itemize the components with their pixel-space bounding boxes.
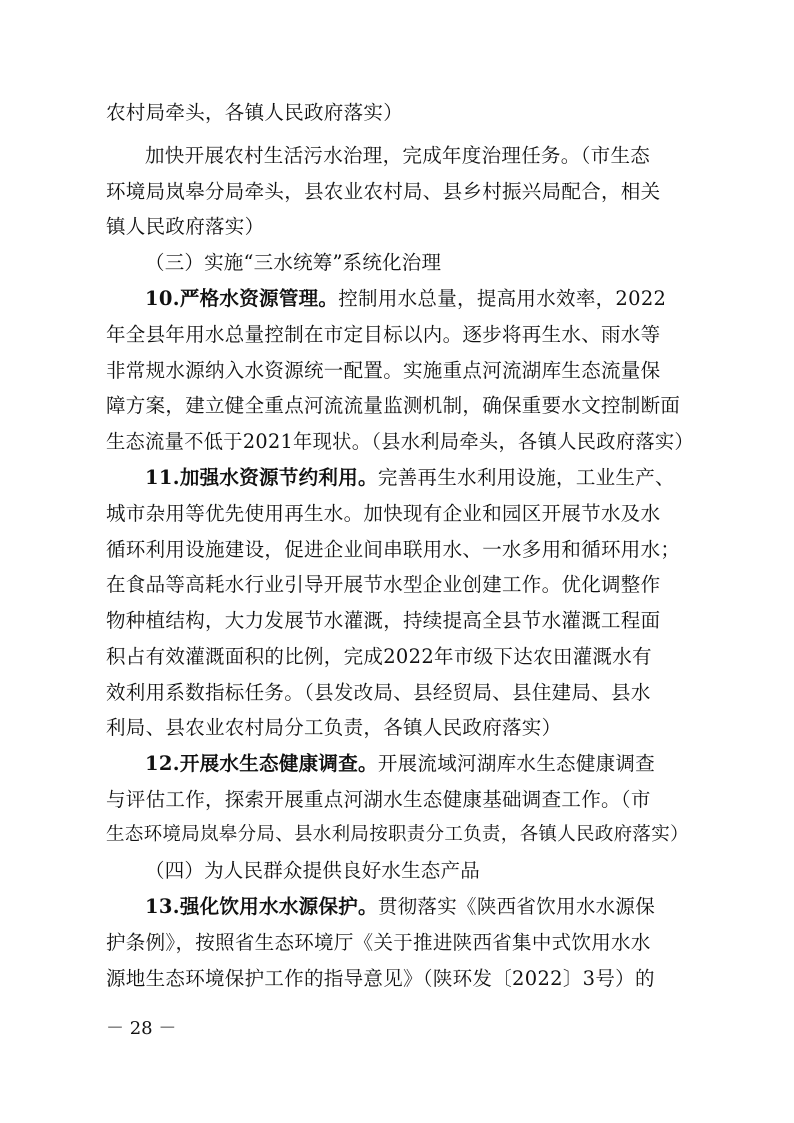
paragraph-line: 障方案，建立健全重点河流流量监测机制，确保重要水文控制断面 [106,394,681,417]
section-heading: （三）实施“三水统筹”系统化治理 [145,251,442,274]
paragraph-line: 循环利用设施建设，促进企业间串联用水、一水多用和循环用水； [106,538,681,561]
paragraph-line: 利局、县农业农村局分工负责，各镇人民政府落实） [106,716,562,739]
paragraph-line: 与评估工作，探索开展重点河湖水生态健康基础调查工作。（市 [106,788,651,811]
item-title: 11.加强水资源节约利用。 [145,466,378,489]
paragraph-line: 农村局牵头，各镇人民政府落实） [106,101,404,124]
item-title: 10.严格水资源管理。 [145,287,339,310]
paragraph-line: 护条例》，按照省生态环境厅《关于推进陕西省集中式饮用水水 [106,931,651,954]
item-title: 12.开展水生态健康调查。 [145,752,378,775]
item-text: 控制用水总量，提高用水效率，2022 [338,287,667,310]
paragraph-line: 城市杂用等优先使用再生水。加快现有企业和园区开展节水及水 [106,502,661,525]
paragraph-line: 生态流量不低于2021年现状。（县水利局牵头，各镇人民政府落实） [106,430,694,453]
section-heading: （四）为人民群众提供良好水生态产品 [145,859,480,882]
paragraph-line: 源地生态环境保护工作的指导意见》（陕环发〔2022〕3号）的 [106,967,655,990]
paragraph-line [145,749,694,779]
paragraph-line: 生态环境局岚皋分局、县水利局按职责分工负责，各镇人民政府落实） [106,824,689,845]
paragraph-line: 非常规水源纳入水资源统一配置。实施重点河流湖库生态流量保 [106,359,661,382]
paragraph-line: 在食品等高耗水行业引导开展节水型企业创建工作。优化调整作 [106,573,661,596]
paragraph-line: 加快开展农村生活污水治理，完成年度治理任务。（市生态 [145,144,651,167]
paragraph-line: 物种植结构，大力发展节水灌溉，持续提高全县节水灌溉工程面 [106,609,661,632]
item-text: 贯彻落实《陕西省饮用水水源保 [377,895,656,918]
paragraph-line: 环境局岚皋分局牵头，县农业农村局、县乡村振兴局配合，相关 [106,180,661,203]
item-text: 完善再生水利用设施，工业生产、 [377,466,675,489]
paragraph-line [145,463,694,493]
item-title: 13.强化饮用水水源保护。 [145,895,378,918]
paragraph-line: 年全县年用水总量控制在市定目标以内。逐步将再生水、雨水等 [106,323,661,346]
paragraph-line: 效利用系数指标任务。（县发改局、县经贸局、县住建局、县水 [106,681,651,704]
item-text: 开展流域河湖库水生态健康调查 [377,752,656,775]
paragraph-line: 积占有效灌溉面积的比例，完成2022年市级下达农田灌溉水有 [106,645,652,668]
paragraph-line [145,284,694,314]
page-number: － 28 － [106,1018,177,1039]
paragraph-line [145,892,694,922]
paragraph-line: 镇人民政府落实） [106,215,265,238]
